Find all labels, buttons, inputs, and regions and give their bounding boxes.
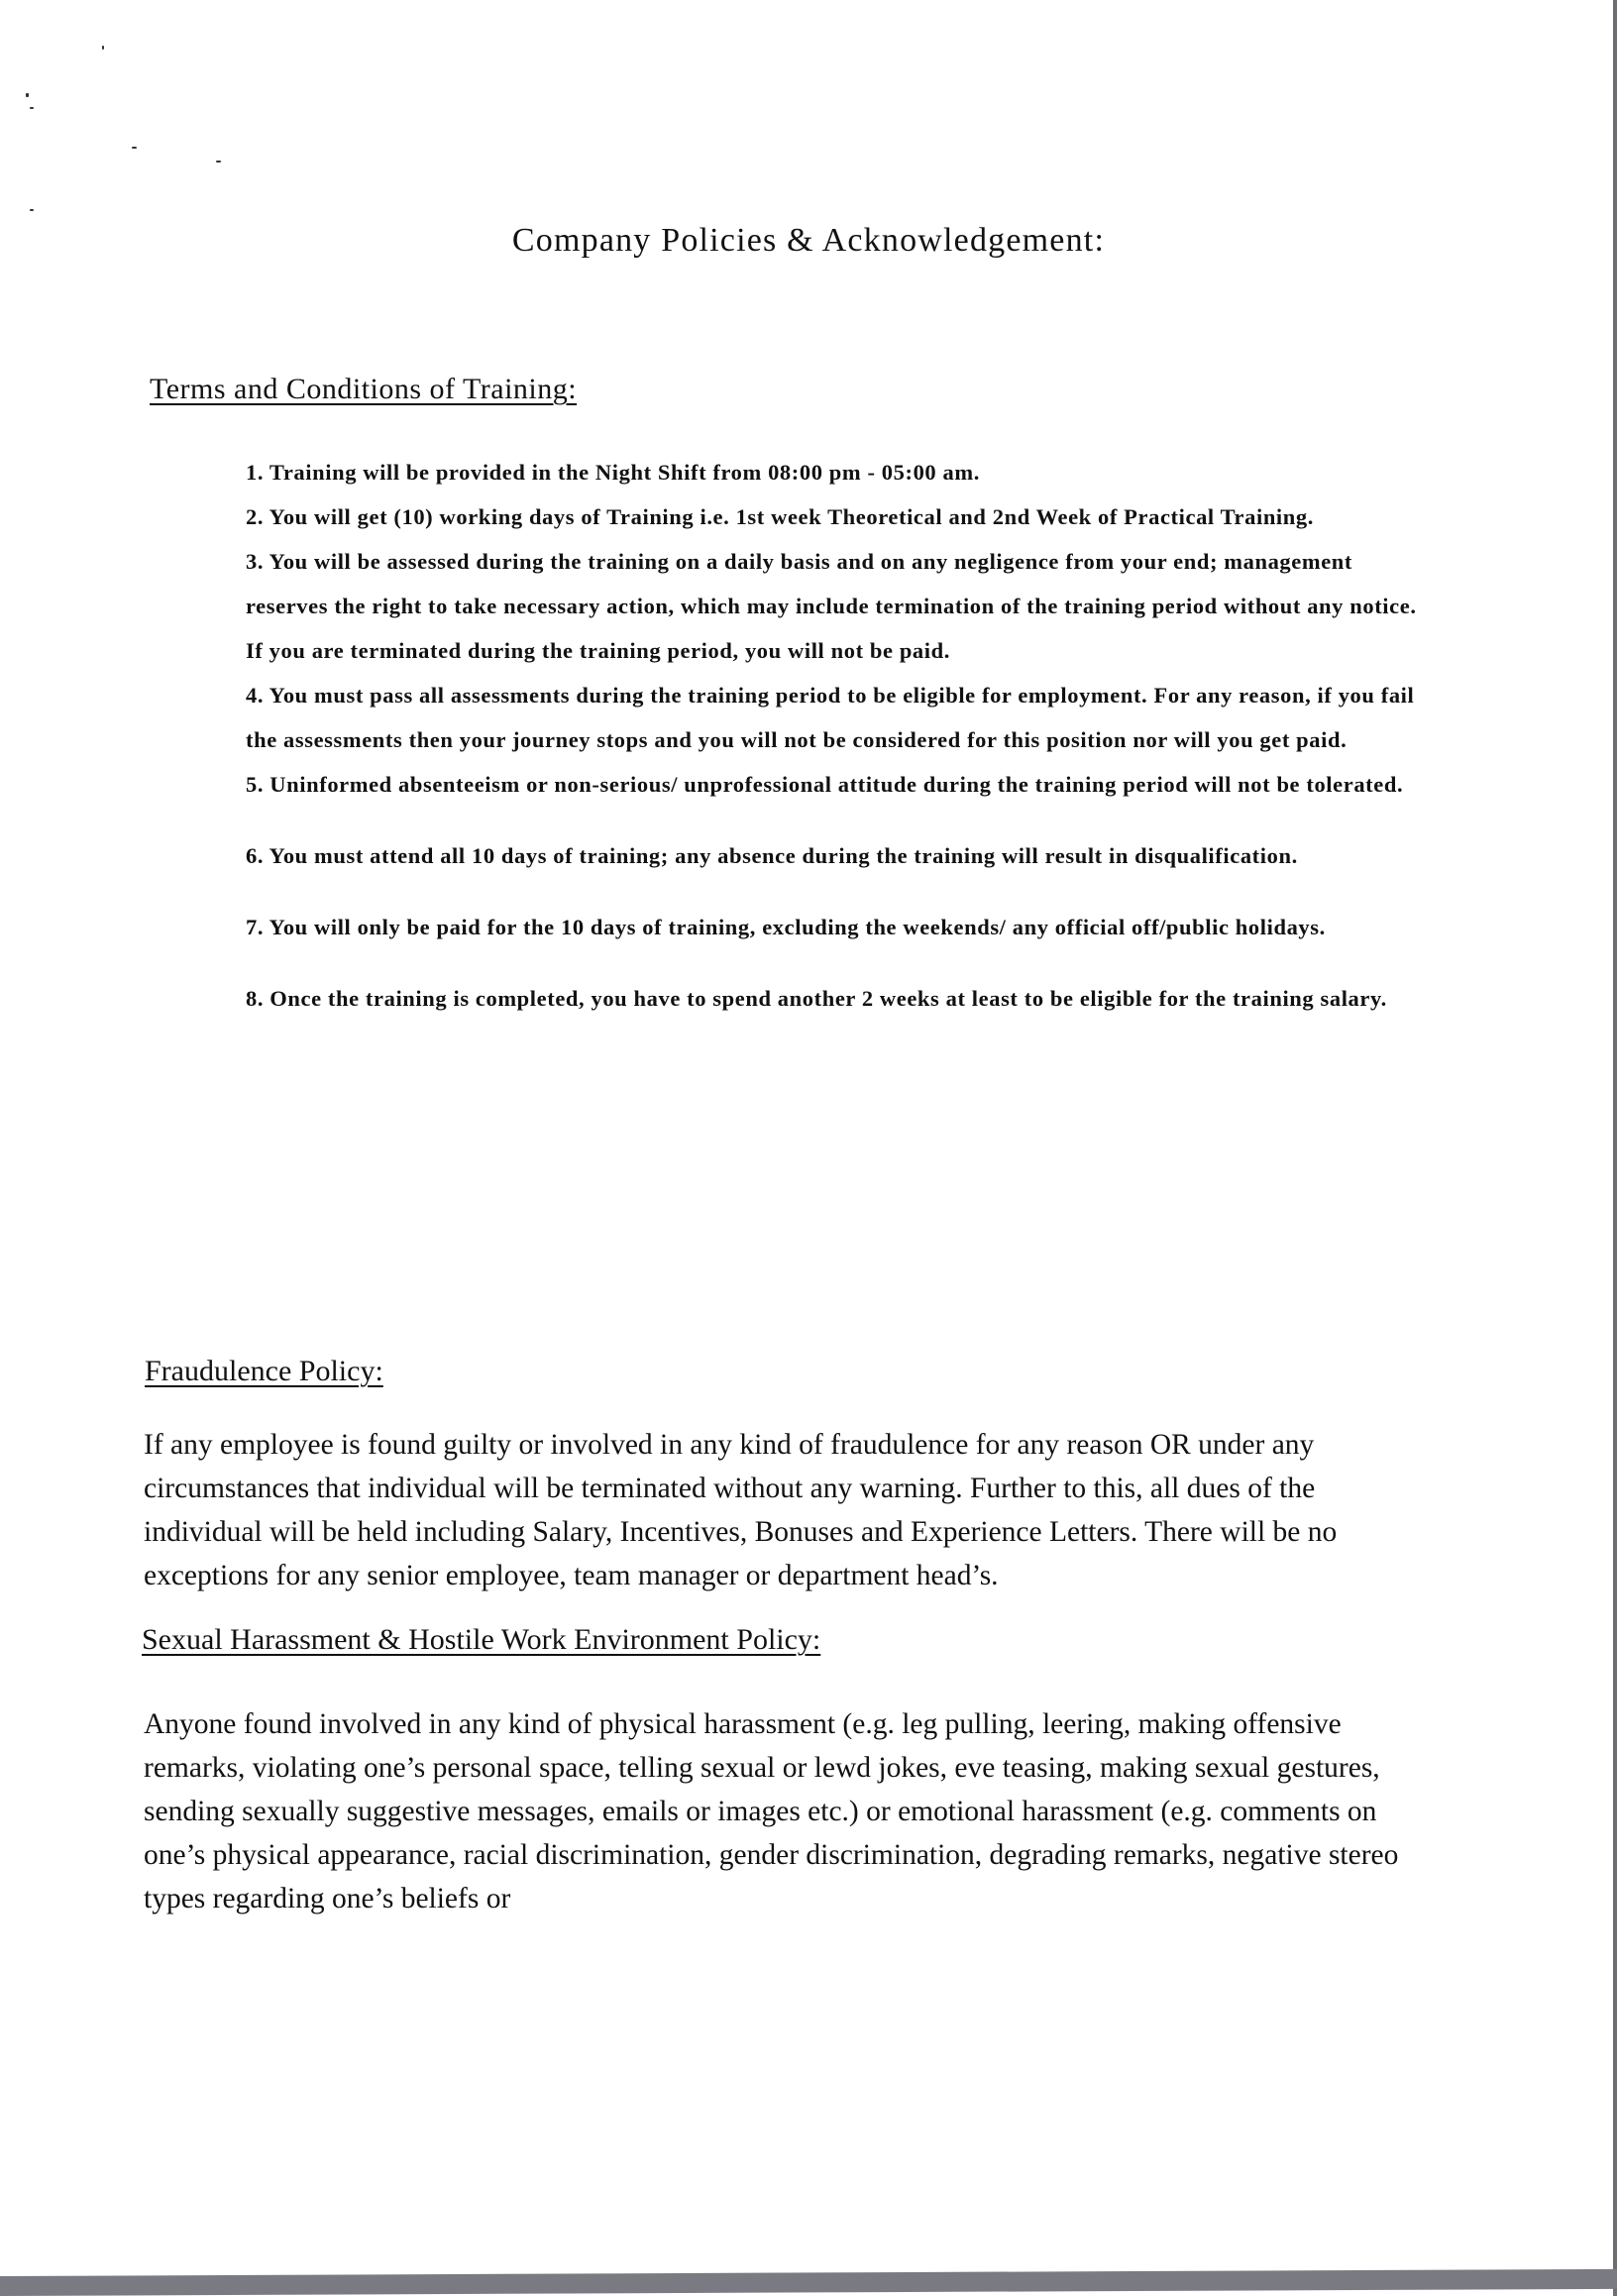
- list-item: 4. You must pass all assessments during the training period to be eligible for employment. For any reason, if you fail the assessments then your journey stops and you will not be considered for this position nor will you get paid.: [246, 683, 1415, 752]
- fraudulence-policy-text: If any employee is found guilty or involved in any kind of fraudulence for any reason OR under any circumstances that individual will be terminated without any warning. Further to this, all dues of the individual will be held including Salary, Incentives, Bonuses and Experience Letters. There will be no exceptions for any senior employee, team manager or department head’s.: [144, 1429, 1338, 1591]
- scan-speck: [26, 93, 29, 97]
- scan-speck: [30, 209, 34, 211]
- list-item: 7. You will only be paid for the 10 days of training, excluding the weekends/ any official off/public holidays.: [246, 915, 1326, 939]
- list-item: 5. Uninformed absenteeism or non-serious/ unprofessional attitude during the training period will not be tolerated.: [246, 772, 1404, 797]
- harassment-policy-text: Anyone found involved in any kind of physical harassment (e.g. leg pulling, leering, making offensive remarks, violating one’s personal space, telling sexual or lewd jokes, eve teasing, making sexual gestures, sending sexually suggestive messages, emails or images etc.) or emotional harassment (e.g. comments on one’s physical appearance, racial discrimination, gender discrimination, degrading remarks, negative stereo types regarding one’s beliefs or: [144, 1708, 1399, 1914]
- scan-edge-right: [1613, 0, 1617, 2296]
- list-item: 1. Training will be provided in the Night Shift from 08:00 pm - 05:00 am.: [246, 460, 980, 485]
- scan-edge-bottom: [0, 2269, 1617, 2296]
- training-terms-list: [246, 450, 1435, 1021]
- list-item: 6. You must attend all 10 days of training; any absence during the training will result in disqualification.: [246, 843, 1298, 868]
- list-item: 2. You will get (10) working days of Training i.e. 1st week Theoretical and 2nd Week of Practical Training.: [246, 504, 1314, 529]
- scan-speck: [102, 46, 104, 50]
- scan-speck: [216, 161, 221, 163]
- scan-speck: [132, 147, 137, 149]
- section-heading-fraudulence: Fraudulence Policy:: [145, 1355, 383, 1387]
- section-heading-training-terms: Terms and Conditions of Training:: [150, 373, 578, 405]
- section-heading-harassment: Sexual Harassment & Hostile Work Environment Policy:: [142, 1623, 821, 1656]
- list-item: 3. You will be assessed during the training on a daily basis and on any negligence from your end; management reserves the right to take necessary action, which may include termination of the training period without any notice. If you are terminated during the training period, you will not be paid.: [246, 549, 1417, 663]
- page-title: Company Policies & Acknowledgement:: [511, 222, 1106, 259]
- scan-speck: [30, 107, 34, 109]
- list-item: 8. Once the training is completed, you have to spend another 2 weeks at least to be eligible for the training salary.: [246, 986, 1387, 1011]
